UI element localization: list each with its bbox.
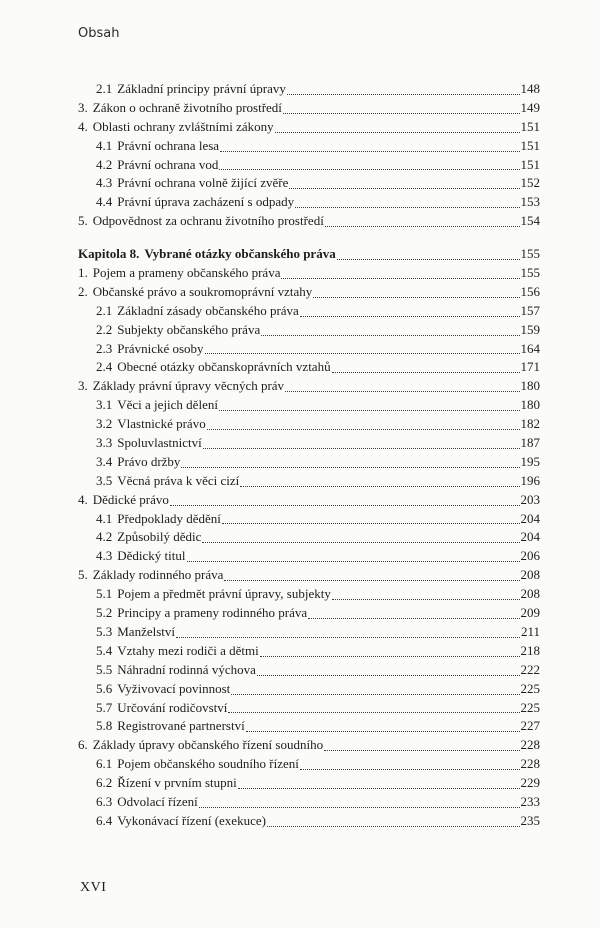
dot-leader <box>324 750 519 751</box>
toc-entry-title: Právnické osoby <box>117 340 204 356</box>
toc-entry <box>78 812 540 831</box>
toc-entry-number: 5.2 <box>96 605 113 621</box>
toc-entry-page: 229 <box>520 775 540 791</box>
toc-entry-page: 204 <box>520 510 540 526</box>
toc-entry-title: Vybrané otázky občanského práva <box>144 246 336 262</box>
dot-leader <box>231 694 519 695</box>
toc-entry <box>78 137 540 156</box>
toc-entry-number: 3. <box>78 99 88 115</box>
toc-entry-page: 204 <box>520 529 540 545</box>
toc-entry-title: Principy a prameny rodinného práva <box>117 605 308 621</box>
toc-entry-title: Právo držby <box>117 453 181 469</box>
dot-leader <box>261 335 519 336</box>
toc-entry-page: 155 <box>520 246 540 262</box>
toc-entry-page: 222 <box>520 661 540 677</box>
dot-leader <box>187 561 520 562</box>
dot-leader <box>240 486 519 487</box>
toc-entry-number: 6.1 <box>96 756 113 772</box>
toc-entry-page: 149 <box>520 99 540 115</box>
toc-entry-title: Subjekty občanského práva <box>117 321 261 337</box>
dot-leader <box>176 637 520 638</box>
toc-entry-page: 156 <box>520 283 540 299</box>
toc-entry-number: 6.4 <box>96 812 113 828</box>
toc-entry-number: 6.2 <box>96 775 113 791</box>
toc-entry <box>78 585 540 604</box>
toc-entry-title: Předpoklady dědění <box>117 510 221 526</box>
toc-entry-number: 5.4 <box>96 642 113 658</box>
toc-entry-title: Věci a jejich dělení <box>117 397 218 413</box>
dot-leader <box>246 731 520 732</box>
dot-leader <box>257 675 520 676</box>
toc-entry-page: 228 <box>520 737 540 753</box>
dot-leader <box>220 151 519 152</box>
toc-entry-page: 206 <box>520 548 540 564</box>
dot-leader <box>285 391 519 392</box>
toc-entry-page: 151 <box>520 156 540 172</box>
toc-entry-number: 2. <box>78 283 88 299</box>
toc-entry-title: Spoluvlastnictví <box>117 435 202 451</box>
toc-entry-number: 6.3 <box>96 793 113 809</box>
dot-leader <box>308 618 519 619</box>
toc-entry-number: 4.3 <box>96 548 113 564</box>
toc-entry-number: 3.2 <box>96 416 113 432</box>
toc-entry <box>78 396 540 415</box>
toc-entry <box>78 755 540 774</box>
toc-entry <box>78 321 540 340</box>
toc-entry-page: 209 <box>520 605 540 621</box>
toc-entry-title: Odvolací řízení <box>117 793 198 809</box>
toc-entry <box>78 264 540 283</box>
toc-entry <box>78 174 540 193</box>
toc-entry <box>78 736 540 755</box>
dot-leader <box>170 505 520 506</box>
toc-entry-title: Odpovědnost za ochranu životního prostředí <box>92 213 324 229</box>
toc-entry <box>78 547 540 566</box>
toc-entry-title: Dědický titul <box>117 548 186 564</box>
toc-entry-page: 164 <box>520 340 540 356</box>
toc-entry-page: 159 <box>520 321 540 337</box>
toc-entry-title: Obecné otázky občanskoprávních vztahů <box>117 359 331 375</box>
toc-entry-number: 3.1 <box>96 397 113 413</box>
toc-entry-title: Oblasti ochrany zvláštními zákony <box>92 118 274 134</box>
toc-entry <box>78 528 540 547</box>
toc-entry-title: Zákon o ochraně životního prostředí <box>92 99 282 115</box>
toc-entry-number: 5.3 <box>96 623 113 639</box>
toc-entry-title: Způsobilý dědic <box>117 529 202 545</box>
toc-entry-title: Vyživovací povinnost <box>117 680 231 696</box>
toc-entry-number: 6. <box>78 737 88 753</box>
toc-entry-title: Vykonávací řízení (exekuce) <box>117 812 266 828</box>
toc-entry <box>78 118 540 137</box>
dot-leader <box>203 448 520 449</box>
toc-entry-page: 153 <box>520 194 540 210</box>
dot-leader <box>283 113 520 114</box>
dot-leader <box>300 316 520 317</box>
toc-entry-page: 182 <box>520 416 540 432</box>
toc-entry-title: Právní úprava zacházení s odpady <box>117 194 295 210</box>
toc-entry <box>78 699 540 718</box>
toc-entry-number: 3. <box>78 378 88 394</box>
toc-entry-number: 3.4 <box>96 453 113 469</box>
dot-leader <box>222 523 520 524</box>
toc-entry-number: 2.1 <box>96 81 113 96</box>
toc-entry <box>78 80 540 99</box>
toc-entry <box>78 491 540 510</box>
toc-entry-number: 2.3 <box>96 340 113 356</box>
toc-entry-page: 187 <box>520 435 540 451</box>
dot-leader <box>207 429 520 430</box>
toc-entry-title: Základy rodinného práva <box>92 567 224 583</box>
toc-entry-title: Vztahy mezi rodiči a dětmi <box>117 642 259 658</box>
toc-entry-number: 2.2 <box>96 321 113 337</box>
dot-leader <box>337 259 520 260</box>
toc-entry-page: 208 <box>520 567 540 583</box>
toc-entry-page: 155 <box>520 265 540 281</box>
toc-entry-title: Základy úpravy občanského řízení soudního <box>92 737 324 753</box>
dot-leader <box>181 467 519 468</box>
dot-leader <box>205 353 520 354</box>
toc-entry-number: 2.4 <box>96 359 113 375</box>
toc-entry-title: Právní ochrana volně žijící zvěře <box>117 175 289 191</box>
toc-entry-number: 5.5 <box>96 661 113 677</box>
toc-entry-title: Vlastnické právo <box>117 416 206 432</box>
toc-entry <box>78 453 540 472</box>
toc-entry-number: 5. <box>78 213 88 229</box>
toc-entry-page: 196 <box>520 472 540 488</box>
dot-leader <box>300 769 520 770</box>
toc-entry <box>78 156 540 175</box>
dot-leader <box>295 207 519 208</box>
dot-leader <box>238 788 520 789</box>
toc-entry-page: 151 <box>520 118 540 134</box>
toc-entry-number: 5. <box>78 567 88 583</box>
toc-entry <box>78 604 540 623</box>
toc-entry <box>78 680 540 699</box>
toc-entry-page: 171 <box>520 359 540 375</box>
running-head: Obsah <box>78 26 120 41</box>
toc-entry-page: 235 <box>520 812 540 828</box>
toc-entry-title: Základy právní úpravy věcných práv <box>92 378 285 394</box>
toc-entry <box>78 774 540 793</box>
toc-entry-title: Občanské právo a soukromoprávní vztahy <box>92 283 313 299</box>
toc-entry <box>78 661 540 680</box>
toc-entry <box>78 340 540 359</box>
toc-entry <box>78 193 540 212</box>
dot-leader <box>202 542 519 543</box>
toc-entry <box>78 510 540 529</box>
toc-entry-page: 180 <box>520 397 540 413</box>
toc-entry-number: 4.1 <box>96 510 113 526</box>
toc-entry-number: 4. <box>78 118 88 134</box>
toc-entry-number: 5.1 <box>96 586 113 602</box>
toc-entry-page: 225 <box>520 699 540 715</box>
dot-leader <box>275 132 520 133</box>
toc-entry-page: 148 <box>520 81 540 96</box>
dot-leader <box>199 807 520 808</box>
toc-entry-number: 5.8 <box>96 718 113 734</box>
table-of-contents <box>78 80 540 831</box>
toc-entry-title: Právní ochrana lesa <box>117 137 220 153</box>
toc-entry <box>78 283 540 302</box>
toc-entry-title: Pojem občanského soudního řízení <box>117 756 299 772</box>
toc-entry <box>78 717 540 736</box>
toc-entry-number: 3.5 <box>96 472 113 488</box>
toc-entry-title: Náhradní rodinná výchova <box>117 661 256 677</box>
toc-entry-title: Registrované partnerství <box>117 718 245 734</box>
toc-entry <box>78 302 540 321</box>
toc-entry-page: 154 <box>520 213 540 229</box>
dot-leader <box>281 278 519 279</box>
dot-leader <box>313 297 519 298</box>
toc-entry-title: Pojem a předmět právní úpravy, subjekty <box>117 586 331 602</box>
dot-leader <box>260 656 520 657</box>
dot-leader <box>332 599 520 600</box>
toc-entry-page: 211 <box>520 623 540 639</box>
toc-entry-number: 3.3 <box>96 435 113 451</box>
toc-entry <box>78 99 540 118</box>
toc-entry-title: Základní principy právní úpravy <box>117 81 286 96</box>
toc-entry-number: 4. <box>78 491 88 507</box>
toc-entry <box>78 377 540 396</box>
toc-entry-number: Kapitola 8. <box>78 246 140 262</box>
toc-entry-title: Právní ochrana vod <box>117 156 219 172</box>
toc-entry <box>78 566 540 585</box>
toc-entry-number: 2.1 <box>96 302 113 318</box>
dot-leader <box>267 826 520 827</box>
toc-entry-number: 4.3 <box>96 175 113 191</box>
dot-leader <box>228 712 519 713</box>
dot-leader <box>332 372 520 373</box>
dot-leader <box>287 94 520 95</box>
toc-entry <box>78 623 540 642</box>
toc-entry <box>78 415 540 434</box>
toc-entry-number: 5.6 <box>96 680 113 696</box>
toc-entry-title: Určování rodičovství <box>117 699 228 715</box>
toc-entry-title: Manželství <box>117 623 176 639</box>
toc-entry-page: 227 <box>520 718 540 734</box>
toc-entry-page: 157 <box>520 302 540 318</box>
toc-chapter-heading <box>78 245 540 264</box>
toc-entry-page: 180 <box>520 378 540 394</box>
toc-entry <box>78 212 540 231</box>
toc-entry-number: 4.2 <box>96 156 113 172</box>
toc-entry <box>78 358 540 377</box>
toc-entry-title: Věcná práva k věci cizí <box>117 472 240 488</box>
toc-entry-page: 225 <box>520 680 540 696</box>
toc-entry-title: Pojem a prameny občanského práva <box>92 265 281 281</box>
page-number: XVI <box>80 880 107 895</box>
toc-entry-number: 4.2 <box>96 529 113 545</box>
toc-entry-page: 195 <box>520 453 540 469</box>
toc-entry-number: 1. <box>78 265 88 281</box>
dot-leader <box>224 580 519 581</box>
toc-entry-number: 4.4 <box>96 194 113 210</box>
toc-entry <box>78 472 540 491</box>
dot-leader <box>219 410 520 411</box>
toc-entry-title: Řízení v prvním stupni <box>117 775 237 791</box>
dot-leader <box>289 188 519 189</box>
toc-entry <box>78 793 540 812</box>
toc-entry-title: Dědické právo <box>92 491 169 507</box>
toc-entry-page: 152 <box>520 175 540 191</box>
toc-entry-number: 4.1 <box>96 137 113 153</box>
toc-entry <box>78 642 540 661</box>
toc-entry-page: 233 <box>520 793 540 809</box>
toc-entry <box>78 434 540 453</box>
toc-entry-page: 151 <box>520 137 540 153</box>
toc-entry-title: Základní zásady občanského práva <box>117 302 299 318</box>
dot-leader <box>325 226 520 227</box>
toc-entry-page: 203 <box>520 491 540 507</box>
toc-entry-number: 5.7 <box>96 699 113 715</box>
toc-entry-page: 218 <box>520 642 540 658</box>
toc-entry-page: 208 <box>520 586 540 602</box>
toc-entry-page: 228 <box>520 756 540 772</box>
dot-leader <box>219 169 519 170</box>
